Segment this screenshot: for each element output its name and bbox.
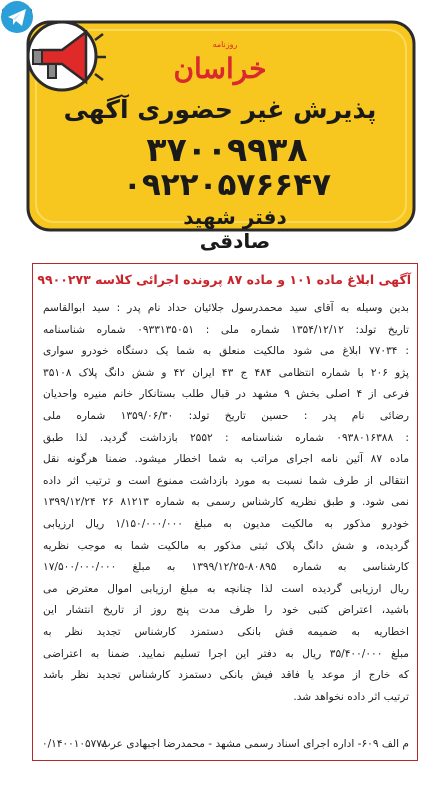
notice-line: مبلغ ۳۵/۴۰۰/۰۰۰ ریال به دفتر این اجرا تسلیم نمایید. ضمنا به اعتراضی [43,647,409,660]
notice-line: ترتیب اثر داده نخواهد شد. [293,690,409,703]
telegram-icon [0,0,34,34]
notice-line: فرعی از ۴ اصلی بخش ۹ مشهد در قبال طلب بستانکار خانم منیره واحدیان [43,388,409,401]
notice-line: : ۰۹۳۸۰۱۶۳۸۸ شماره شناسنامه : ۲۵۵۲ بازداشت گردید. لذا طبق [43,431,409,444]
notice-line: ریال ارزیابی گردیده است لذا چنانچه به مبلغ ارزیابی اموال معترض می [43,582,409,595]
notice-footer: م الف ۶۰۹- اداره اجرای اسناد رسمی مشهد - محمدرضا اجبهادی عرب [100,738,409,750]
notice-line: پژو ۲۰۶ با شماره انتظامی ۴۸۴ ج ۴۳ ایران ۴۲ و شش دانگ پلاک ۳۵۱۰۸ [43,366,409,379]
notice-line: گردیده، و شش دانگ پلاک ثبتی مذکور به مالکیت شما به موجب نظریه [43,539,409,552]
banner-tagline: پذیرش غیر حضوری آگهی [63,95,377,124]
notice-title: آگهی ابلاغ ماده ۱۰۱ و ماده ۸۷ پرونده اجرائی کلاسه ۹۹۰۰۲۷۳ [37,272,411,287]
brand-subtitle: روزنامه [212,40,238,49]
notice-line: ماده ۸۷ آئین نامه اجرای مراتب به شما اخطار میشود. ضمنا هرگونه نقل [43,453,409,466]
notice-line: که خارج از موعد یا فاقد فیش بانکی دستمزد کارشناس تجدید نظر باشد [43,669,409,682]
notice-code: ۰/۱۴۰۰۱۰۵۷۷۸ [42,738,108,750]
notice-line: بدین وسیله به آقای سید محمدرسول جلائیان حداد نام پدر : سید ابوالقاسم [43,302,409,314]
landline-number: ۳۷۰۰۹۹۳۸ [146,130,308,169]
notice-line: انتقالی از طرف شما نسبت به مورد بازداشت ممنوع است و ترتیب اثر داده [43,474,409,487]
notice-body [43,298,409,708]
notice-line: کارشناسی به شماره ۸۰۸۹۵-۱۳۹۹/۱۲/۲۵ به مبلغ ۱۷/۵۰۰/۰۰۰/۰۰۰ [43,561,409,574]
notice-line: اخطاریه به ضمیمه فش بانکی دستمزد کارشناس تجدید نظر به [43,625,409,638]
office-name: دفتر شهید صادقی [183,205,287,253]
brand-logo-text: خراسان [173,52,267,85]
notice-line: رضائی نام پدر : حسین تاریخ تولد: ۱۳۵۹/۰۶/۳۰ شماره ملی [43,409,409,422]
notice-line: : ۷۷۰۳۴ ابلاغ می شود مالکیت منعلق به شما یک دستگاه خودرو سواری [43,345,409,358]
mobile-number: ۰۹۲۲۰۵۷۶۶۴۷ [122,167,332,203]
notice-line: خودرو مذکور به مالکیت مدیون به مبلغ ۱/۱۵۰/۰۰۰/۰۰۰ ریال ارزیابی [43,517,409,530]
advertisement-banner [0,0,435,253]
notice-line: تاریخ تولد: ۱۳۵۴/۱۲/۱۲ شماره ملی : ۰۹۳۳۱۳۵۰۵۱ شماره شناسنامه [43,323,409,336]
notice-line: نمی شود. و طبق نظریه کارشناس رسمی به شماره ۸۱۲۱۳ ۲۶ ۱۳۹۹/۱۲/۲۴ [43,496,409,509]
notice-line: باشید، اعتراض کتبی خود را ظرف مدت پنج روز از تاریخ انتشار این [43,604,409,617]
legal-notice [32,263,418,761]
